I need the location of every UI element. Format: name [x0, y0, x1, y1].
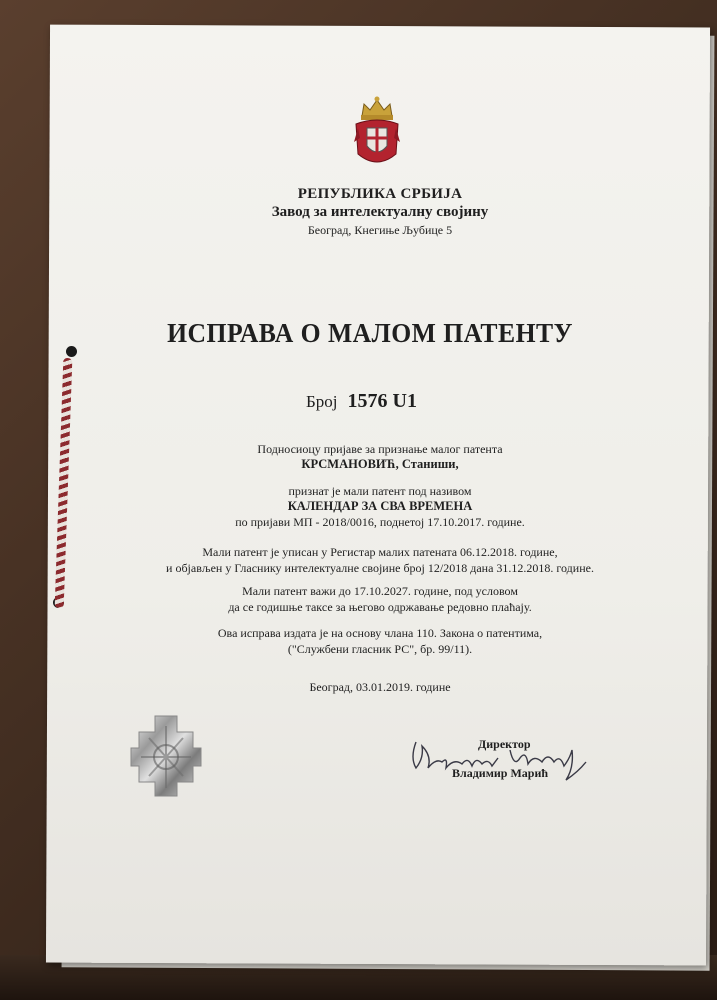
institute-address: Београд, Кнегиње Љубице 5 [307, 223, 453, 237]
basis-line-1: Ова исправа издата је на основу члана 110. Закона о патентима, [217, 626, 543, 640]
register-line-1: Мали патент је уписан у Регистар малих патената 06.12.2018. године, [202, 545, 558, 559]
place-date: Београд, 03.01.2019. године [309, 680, 451, 694]
applicant-name: КРСМАНОВИЋ, Станиши, [301, 457, 459, 471]
number-label: Број [306, 392, 338, 411]
number-value: 1576 U1 [347, 390, 417, 412]
validity-line-2: да се годишње таксе за његово одржавање редовно плаћају. [228, 600, 532, 614]
signatory-title: Директор [478, 737, 531, 751]
document-title: ИСПРАВА О МАЛОМ ПАТЕНТУ [167, 318, 573, 348]
patent-name: КАЛЕНДАР ЗА СВА ВРЕМЕНА [287, 499, 473, 513]
document-number [306, 390, 417, 413]
applicant-intro: Подносиоцу пријаве за признање малог патента [257, 442, 503, 456]
validity-line-1: Мали патент важи до 17.10.2027. године, под условом [242, 584, 518, 598]
signatory-name: Владимир Марић [452, 766, 549, 780]
register-line-2: и објављен у Гласнику интелектуалне својине број 12/2018 дана 31.12.2018. године. [166, 561, 594, 575]
application-line: по пријави МП - 2018/0016, поднетој 17.10.2017. године. [235, 515, 525, 529]
binding-hole-top [66, 346, 77, 357]
basis-line-2: ("Службени гласник РС", бр. 99/11). [287, 642, 473, 656]
serbian-coat-of-arms-icon [352, 94, 402, 172]
handwritten-signature [402, 728, 592, 790]
hologram-seal-icon [127, 712, 205, 800]
granted-intro: признат је мали патент под називом [288, 484, 472, 498]
institute-name: Завод за интелектуалну својину [271, 204, 489, 220]
country-name: РЕПУБЛИКА СРБИЈА [297, 186, 463, 202]
